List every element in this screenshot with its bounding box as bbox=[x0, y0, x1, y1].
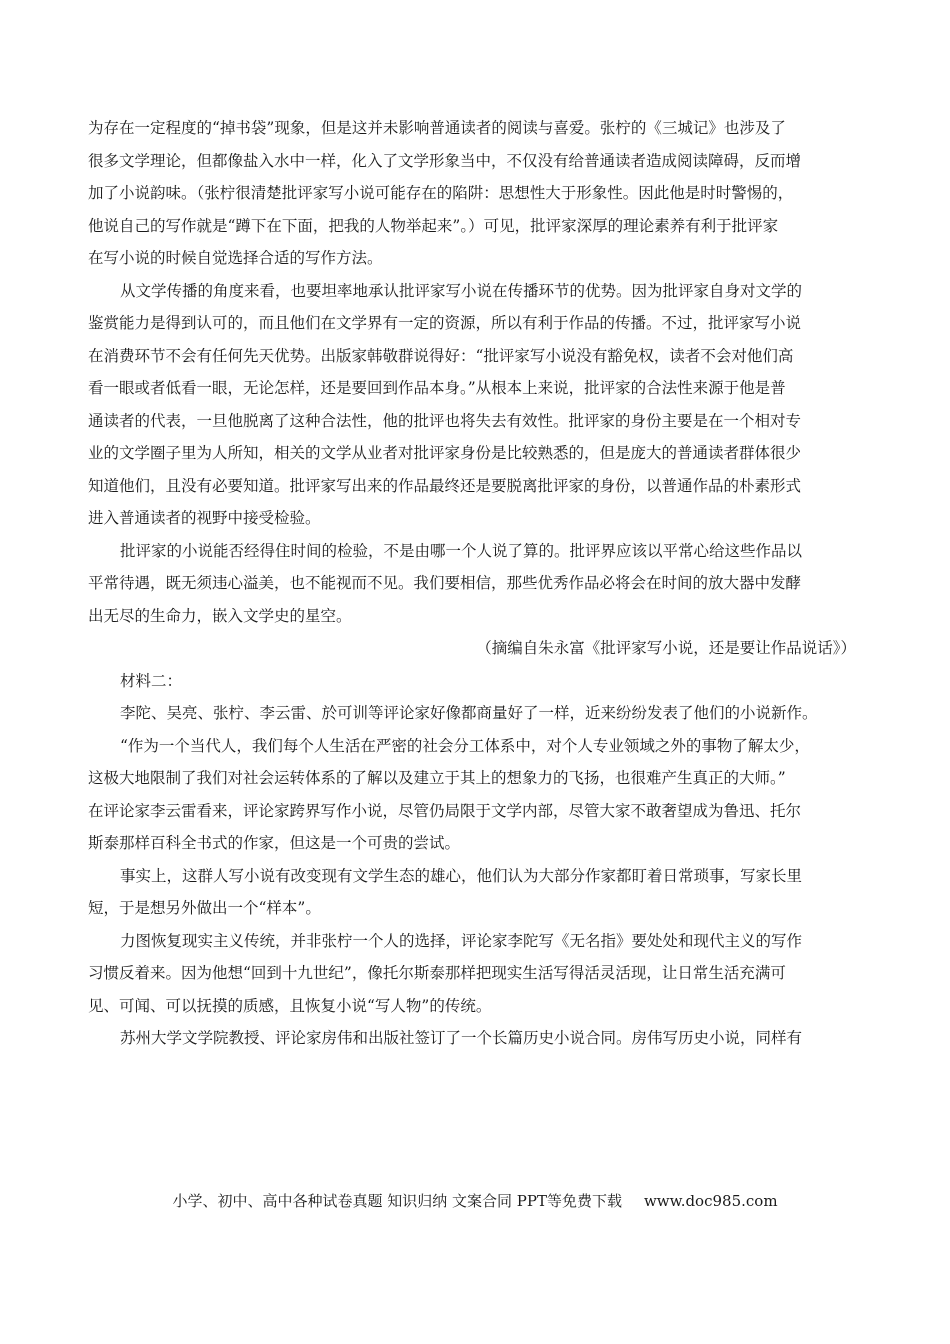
text-line: 很多文学理论，但都像盐入水中一样，化入了文学形象当中，不仅没有给普通读者造成阅读障碍，反而增 bbox=[88, 151, 802, 170]
text-line: 进入普通读者的视野中接受检验。 bbox=[88, 509, 321, 527]
text-line: 斯泰那样百科全书式的作家，但这是一个可贵的尝试。 bbox=[88, 834, 461, 852]
text-line: 在消费环节不会有任何先天优势。出版家韩敬群说得好：“批评家写小说没有豁免权，读者不会对他们高 bbox=[88, 346, 794, 365]
text-line: 见、可闻、可以抚摸的质感，且恢复小说“写人物”的传统。 bbox=[88, 996, 492, 1015]
text-line: 业的文学圈子里为人所知，相关的文学从业者对批评家身份是比较熟悉的，但是庞大的普通读者群体很少 bbox=[88, 444, 802, 462]
text-line: 鉴赏能力是得到认可的，而且他们在文学界有一定的资源，所以有利于作品的传播。不过，批评家写小说 bbox=[88, 314, 802, 332]
text-line: 苏州大学文学院教授、评论家房伟和出版社签订了一个长篇历史小说合同。房伟写历史小说，同样有 bbox=[120, 1029, 803, 1047]
text-line: 短，于是想另外做出一个“样本”。 bbox=[88, 899, 321, 917]
text-line: 从文学传播的角度来看，也要坦率地承认批评家写小说在传播环节的优势。因为批评家自身对文学的 bbox=[120, 281, 803, 300]
section-heading: 材料二： bbox=[120, 671, 183, 690]
page-footer bbox=[0, 1189, 950, 1213]
footer-url[interactable]: www.doc985.com bbox=[643, 1192, 778, 1210]
text-line: 他说自己的写作就是“蹲下在下面，把我的人物举起来”。）可见，批评家深厚的理论素养有利于批评家 bbox=[88, 216, 779, 235]
text-line: 加了小说韵味。（张柠很清楚批评家写小说可能存在的陷阱：思想性大于形象性。因此他是时时警惕的， bbox=[88, 184, 794, 202]
text-line: 知道他们，且没有必要知道。批评家写出来的作品最终还是要脱离批评家的身份，以普通作品的朴素形式 bbox=[88, 476, 802, 495]
text-line: 这极大地限制了我们对社会运转体系的了解以及建立于其上的想象力的飞扬，也很难产生真正的大师。” bbox=[88, 769, 786, 787]
text-line: “作为一个当代人，我们每个人生活在严密的社会分工体系中，对个人专业领域之外的事物了解太少， bbox=[120, 736, 810, 755]
text-line: 通读者的代表，一旦他脱离了这种合法性，他的批评也将失去有效性。批评家的身份主要是在一个相对专 bbox=[88, 411, 802, 430]
text-line: 力图恢复现实主义传统，并非张柠一个人的选择，评论家李陀写《无名指》要处处和现代主义的写作 bbox=[120, 931, 803, 950]
footer-text: 小学、初中、高中各种试卷真题 知识归纳 文案合同 PPT等免费下载 bbox=[172, 1192, 622, 1210]
source-citation: （摘编自朱永富《批评家写小说，还是要让作品说话》） bbox=[476, 639, 856, 657]
document-body bbox=[88, 112, 864, 1055]
text-line: 看一眼或者低看一眼，无论怎样，还是要回到作品本身。”从根本上来说，批评家的合法性来源于他是普 bbox=[88, 379, 786, 397]
text-line: 习惯反着来。因为他想“回到十九世纪”，像托尔斯泰那样把现实生活写得活灵活现，让日常生活充满可 bbox=[88, 964, 786, 982]
text-line: 为存在一定程度的“掉书袋”现象，但是这并未影响普通读者的阅读与喜爱。张柠的《三城记》也涉及了 bbox=[88, 119, 786, 137]
text-line: 事实上，这群人写小说有改变现有文学生态的雄心，他们认为大部分作家都盯着日常琐事，写家长里 bbox=[120, 866, 803, 885]
text-line: 李陀、吴亮、张柠、李云雷、於可训等评论家好像都商量好了一样，近来纷纷发表了他们的小说新作。 bbox=[120, 704, 818, 722]
text-line: 在评论家李云雷看来，评论家跨界写作小说，尽管仍局限于文学内部，尽管大家不敢奢望成为鲁迅、托尔 bbox=[88, 801, 802, 820]
text-line: 批评家的小说能否经得住时间的检验，不是由哪一个人说了算的。批评界应该以平常心给这些作品以 bbox=[120, 541, 803, 560]
text-line: 在写小说的时候自觉选择合适的写作方法。 bbox=[88, 249, 383, 267]
text-line: 出无尽的生命力，嵌入文学史的星空。 bbox=[88, 606, 352, 625]
text-line: 平常待遇，既无须违心溢美，也不能视而不见。我们要相信，那些优秀作品必将会在时间的放大器中发酵 bbox=[88, 574, 802, 592]
